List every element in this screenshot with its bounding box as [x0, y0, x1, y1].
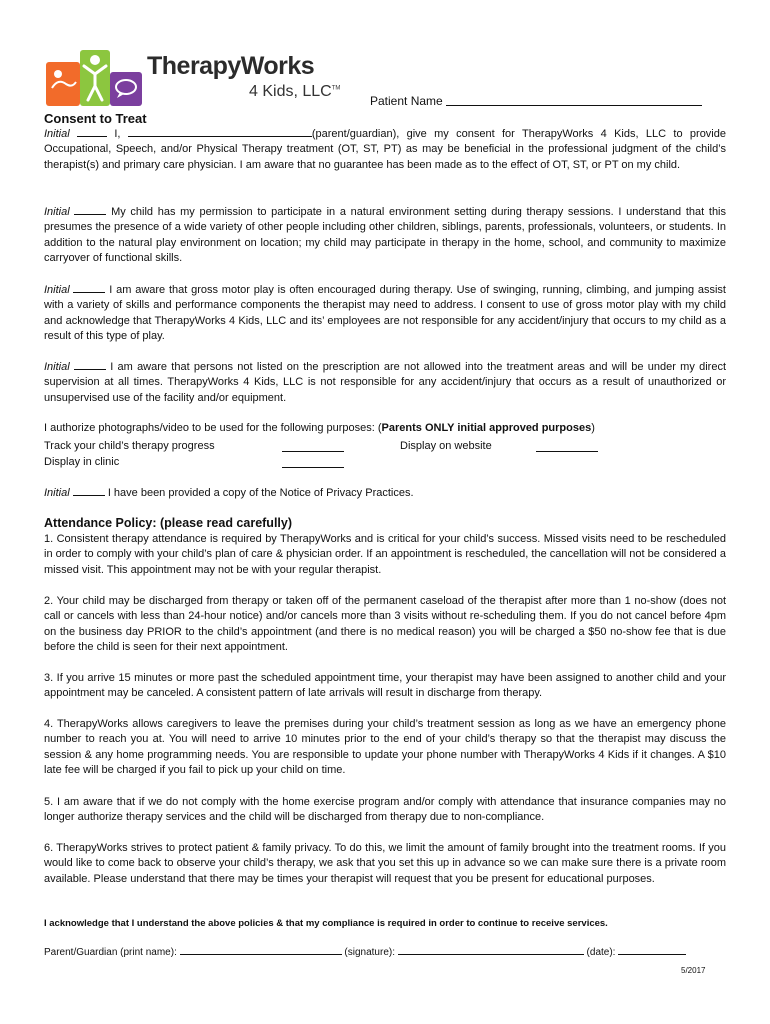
initial-label: Initial	[44, 487, 70, 499]
initial-label: Initial	[44, 206, 70, 218]
trademark: TM	[331, 85, 341, 92]
signature-line[interactable]	[398, 946, 584, 955]
initial-line[interactable]	[73, 283, 105, 293]
date-line[interactable]	[618, 946, 686, 955]
attendance-item-4: 4. TherapyWorks allows caregivers to leave the premises during your child’s treatment session as long as we have an emergency phone number to reach you at. You will need to arrive 10 minutes prior to the end of your child’s therapy so that the therapist may discuss the session & any home programming needs. You are responsible to update your phone number with TherapyWorks 4 Kids if it changes. A $10 late fee will be charged if you fail to pick up your child on time.	[44, 718, 726, 777]
photo-progress-initial-line[interactable]	[282, 442, 344, 452]
therapyworks-logo	[44, 48, 344, 110]
photo-option-progress: Track your child’s therapy progress	[44, 440, 215, 452]
logo-figures-icon	[44, 48, 146, 110]
patient-name-line[interactable]	[446, 95, 702, 106]
print-name-label: Parent/Guardian (print name):	[44, 947, 177, 958]
patient-name-field[interactable]	[370, 94, 702, 108]
initial-line[interactable]	[77, 127, 107, 137]
consent-paragraph-4: Initial I am aware that persons not listed on the prescription are not allowed into the treatment areas and will be under my direct supervision at all times. TherapyWorks 4 Kids, LLC is not responsible for any accident/injury that occurs as a result of unauthorized or unsupervised use of the facility and/or equipment.	[44, 361, 727, 404]
logo-title: TherapyWorks	[147, 52, 315, 80]
acknowledgement-statement: I acknowledge that I understand the above policies & that my compliance is required in order to continue to receive services.	[44, 918, 608, 929]
consent-paragraph-1: Initial I, (parent/guardian), give my consent for TherapyWorks 4 Kids, LLC to provide Occupational, Speech, and/or Physical Therapy treatment (OT, ST, PT) as may be beneficial in the professional judgment of the child’s therapist(s) and primary care physician. I am aware that no guarantee has been made as to the effect of OT, ST, or PT on my child.	[44, 128, 726, 171]
consent-paragraph-2: Initial My child has my permission to participate in a natural environment setting during therapy sessions. I understand that this presumes the presence of a wide variety of other people including other children, siblings, parents, professionals, volunteers, or students. In addition to the natural play environment on location; my child may participate in therapy in the home, school, and community to maximize carryover of functional skills.	[44, 206, 727, 265]
print-name-line[interactable]	[180, 946, 342, 955]
initial-line[interactable]	[74, 205, 106, 215]
attendance-title: Attendance Policy: (please read carefully)	[44, 516, 293, 530]
initial-line[interactable]	[73, 486, 105, 496]
consent-title: Consent to Treat	[44, 111, 147, 126]
photo-clinic-initial-line[interactable]	[282, 458, 344, 468]
signature-label: (signature):	[344, 947, 395, 958]
initial-label: Initial	[44, 128, 70, 140]
initial-line[interactable]	[74, 360, 106, 370]
attendance-item-3: 3. If you arrive 15 minutes or more past the scheduled appointment time, your therapist may have been assigned to another child and your appointment may be canceled. A consistent pattern of late arrivals will result in discharge from therapy.	[44, 672, 726, 700]
signature-row	[44, 946, 686, 958]
attendance-item-1: 1. Consistent therapy attendance is required by TherapyWorks and is critical for your child’s success. Missed visits need to be rescheduled in order to comply with your child’s plan of care & physician order. If an appointment is rescheduled, the cancellation will not be considered a missed visit. This appointment may not be with your regular therapist.	[44, 533, 726, 576]
attendance-item-6: 6. TherapyWorks strives to protect patient & family privacy. To do this, we limit the amount of family brought into the treatment rooms. If you would like to come back to observe your child’s therapy, we ask that you set this up in advance so we can make sure there is a private room available. Please understand that there may be times your therapist will request that you be present for educational purposes.	[44, 842, 726, 885]
initial-label: Initial	[44, 361, 70, 373]
revision-date: 5/2017	[681, 966, 706, 975]
consent-paragraph-3: Initial I am aware that gross motor play is often encouraged during therapy. Use of swinging, running, climbing, and jumping assist with a variety of skills and performance components the therapist may need to address. I consent to use of gross motor play with my child and acknowledge that TherapyWorks 4 Kids, LLC and its’ employees are not responsible for any accident/injury that occurs to my child as a result of this type of play.	[44, 284, 726, 343]
attendance-item-2: 2. Your child may be discharged from therapy or taken off of the permanent caseload of the therapist after more than 1 no-show (does not call or cancels with less than 24-hour notice) and/or cancels more than 3 visits without re-scheduling them. If you do not cancel before 4pm on the business day PRIOR to the child’s appointment (and there is no medical reason) you will be charged a $50 no-show fee that is due before the child is seen for their next appointment.	[44, 595, 726, 654]
photo-option-website: Display on website	[400, 440, 492, 452]
initial-label: Initial	[44, 284, 70, 296]
attendance-item-5: 5. I am aware that if we do not comply with the home exercise program and/or comply with attendance that insurance companies may no longer authorize therapy services and the child will be discharged from therapy due to non-compliance.	[44, 796, 726, 824]
logo-subtitle: 4 Kids, LLC™	[249, 83, 341, 100]
patient-name-label: Patient Name	[370, 94, 443, 108]
photo-option-clinic: Display in clinic	[44, 456, 120, 468]
photo-authorization: I authorize photographs/video to be used for the following purposes: (Parents ONLY initial approved purposes)	[44, 422, 595, 434]
photo-website-initial-line[interactable]	[536, 442, 598, 452]
date-label: (date):	[586, 947, 616, 958]
guardian-name-line[interactable]	[128, 127, 312, 137]
consent-paragraph-5: Initial I have been provided a copy of the Notice of Privacy Practices.	[44, 487, 414, 499]
